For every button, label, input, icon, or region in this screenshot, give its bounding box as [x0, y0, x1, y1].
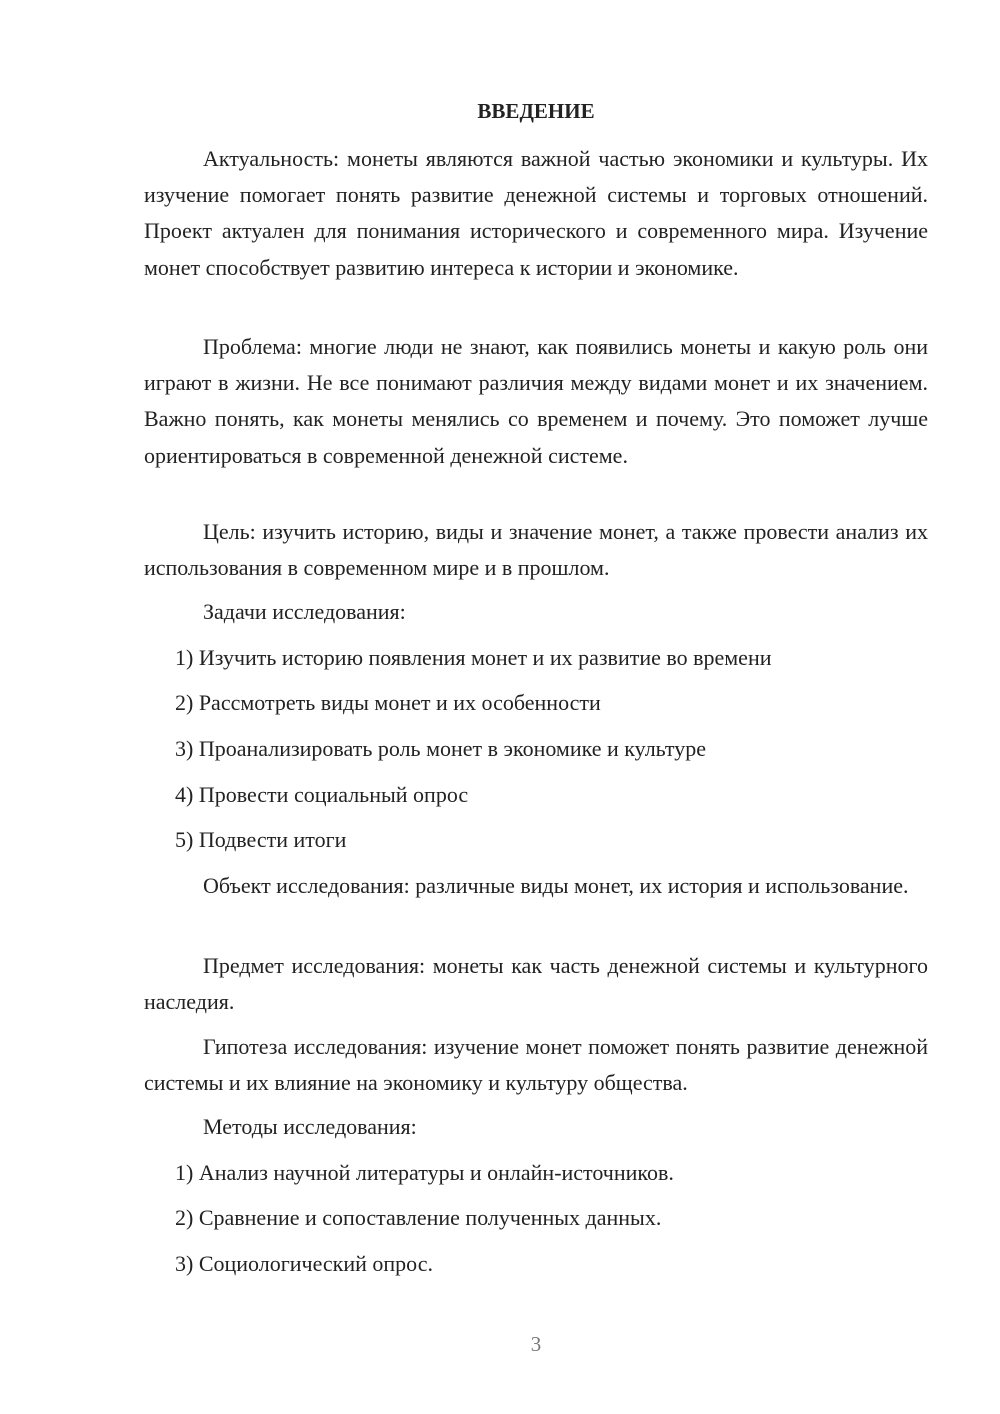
page-number: 3 — [530, 1332, 542, 1356]
task-item: 3) Проанализировать роль монет в экономике и культуре — [175, 736, 706, 761]
problem-paragraph: Проблема: многие люди не знают, как появились монеты и какую роль они играют в жизни. Не все понимают различия между видами монет и их значением. Важно понять, как монеты менялись со временем и почему. Это поможет лучше ориентироваться в современной денежной системе. — [144, 334, 928, 468]
goal-paragraph: Цель: изучить историю, виды и значение монет, а также провести анализ их использования в современном мире и в прошлом. — [144, 519, 928, 581]
section-title: ВВЕДЕНИЕ — [477, 99, 595, 123]
method-item: 3) Социологический опрос. — [175, 1251, 433, 1276]
task-item: 5) Подвести итоги — [175, 827, 347, 852]
tasks-heading: Задачи исследования: — [203, 599, 406, 624]
method-item: 1) Анализ научной литературы и онлайн-источников. — [175, 1160, 674, 1185]
subject-paragraph: Предмет исследования: монеты как часть денежной системы и культурного наследия. — [144, 953, 928, 1015]
method-item: 2) Сравнение и сопоставление полученных данных. — [175, 1205, 662, 1230]
task-item: 2) Рассмотреть виды монет и их особенности — [175, 690, 601, 715]
hypothesis-paragraph: Гипотеза исследования: изучение монет поможет понять развитие денежной системы и их влияние на экономику и культуру общества. — [144, 1034, 928, 1096]
task-item: 4) Провести социальный опрос — [175, 782, 469, 807]
task-item: 1) Изучить историю появления монет и их развитие во времени — [175, 645, 772, 670]
relevance-paragraph: Актуальность: монеты являются важной частью экономики и культуры. Их изучение помогает понять развитие денежной системы и торговых отношений. Проект актуален для понимания исторического и современного мира. Изучение монет способствует развитию интереса к истории и экономике. — [144, 146, 928, 280]
methods-heading: Методы исследования: — [203, 1114, 417, 1139]
object-paragraph: Объект исследования: различные виды монет, их история и использование. — [203, 873, 909, 898]
